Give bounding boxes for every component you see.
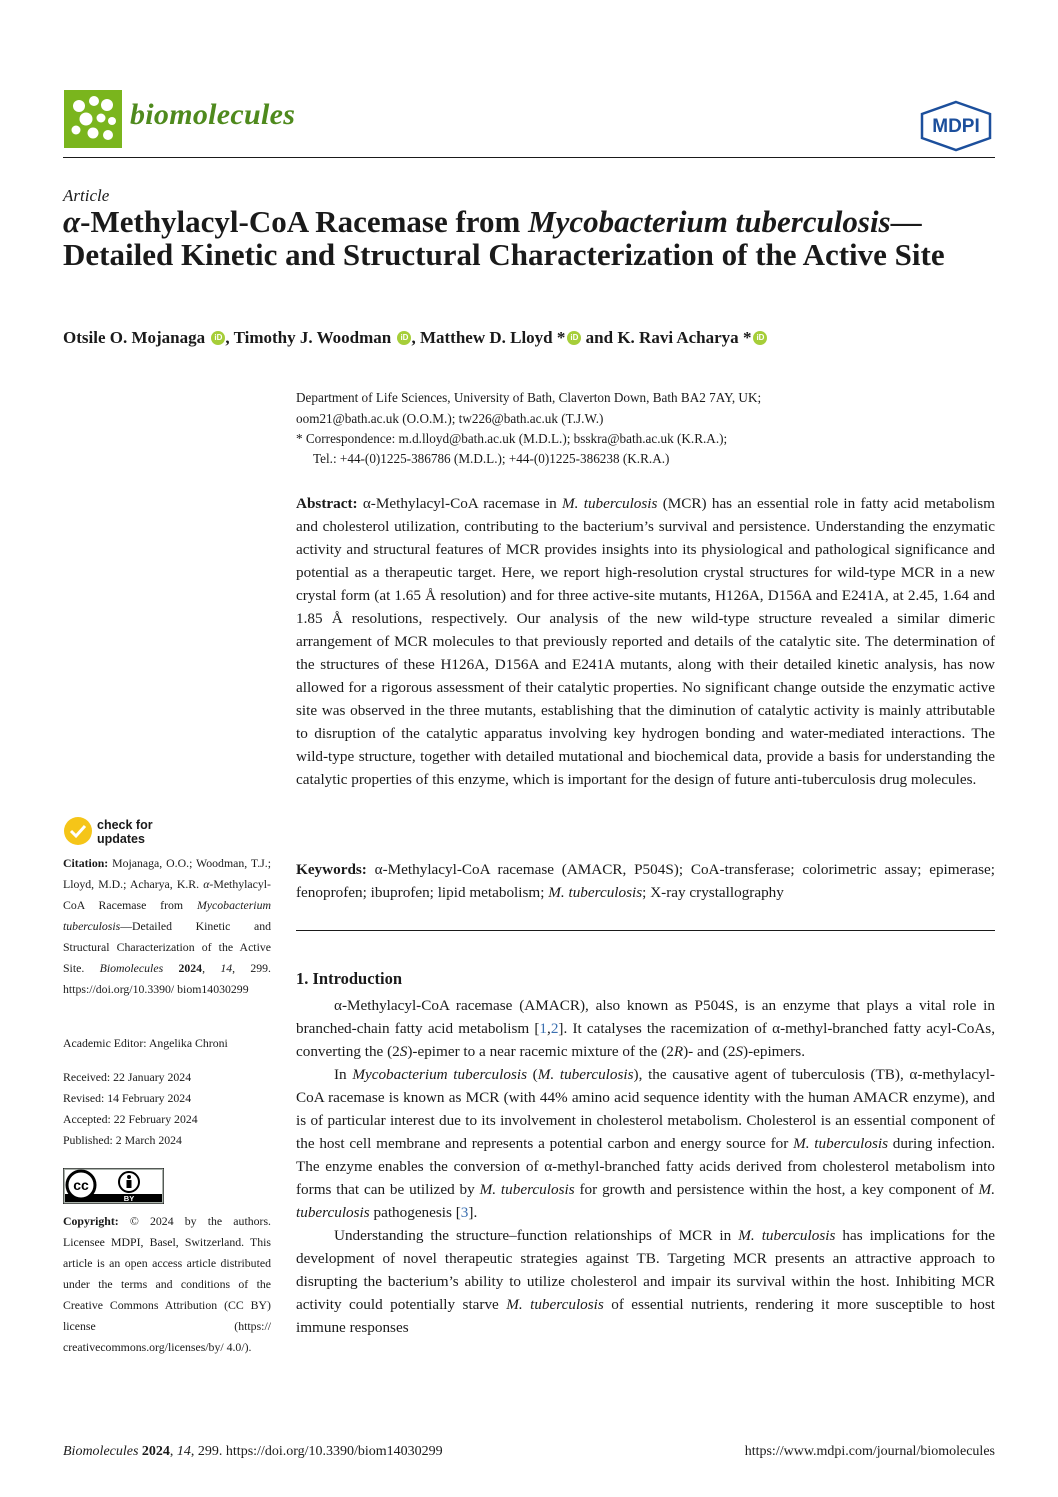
abstract: Abstract: α-Methylacyl-CoA racemase in M. tuberculosis (MCR) has an essential role in fatty acid metabolism and cholesterol utilization, contributing to the bacterium’s survival and persistence. Understanding the enzymatic activity and structural features of MCR provides insights into its physiological and pathological significance and potential as a therapeutic target. Here, we report high-resolution crystal structures for wild-type MCR in a new crystal form (at 1.65 Å resolution) and for three active-site mutants, H126A, D156A and E241A, at 2.45, 1.64 and 1.85 Å resolutions, respectively. Our analysis of the new wild-type structure revealed a similar dimeric arrangement of MCR molecules to that previously reported and details of the catalytic site. The determination of the structures of these H126A, D156A and E241A mutants, along with their detailed kinetic analysis, has now allowed for a rigorous assessment of their catalytic properties. No significant change outside the enzymatic active site was observed in the three mutants, establishing that the diminution of catalytic activity is mainly attributable to disruption of the catalytic apparatus involving key hydrogen bonding and water-mediated interactions. The wild-type structure, together with detailed mutational and biochemical data, provide a basis for understanding the catalytic properties of this enzyme, which is important for the design of future anti-tuberculosis drug molecules. [296,495,995,788]
abstract-label: Abstract: [296,495,358,512]
journal-logo-icon [64,90,122,148]
svg-text:check for: check for [97,818,153,832]
paragraph: α-Methylacyl-CoA racemase (AMACR), also known as P504S, is an enzyme that plays a vital role in branched-chain fatty acid metabolism [1,2]. It catalyses the racemization of α-methyl-branched fatty acyl-CoAs, converting the (2S)-epimer to a near racemic mixture of the (2R)- and (2S)-epimers. [296,997,995,1060]
keywords: Keywords: α-Methylacyl-CoA racemase (AMACR, P504S); CoA-transferase; colorimetric assay; epimerase; fenoprofen; ibuprofen; lipid metabolism; M. tuberculosis; X-ray crystallography [296,861,995,901]
article-title: α-Methylacyl-CoA Racemase from Mycobacterium tuberculosis—Detailed Kinetic and Structural Characterization of the Active Site [63,204,945,272]
published-date: Published: 2 March 2024 [63,1133,182,1147]
author-name[interactable]: Timothy J. Woodman [233,328,392,347]
citation-link[interactable]: 3 [460,1204,469,1221]
citation-link[interactable]: 2 [550,1020,559,1037]
author-name[interactable]: Otsile O. Mojanaga [63,328,206,347]
introduction-body [296,994,995,1339]
footer-citation: Biomolecules 2024, 14, 299. https://doi.org/10.3390/biom14030299 [63,1444,443,1459]
svg-text:updates: updates [97,832,145,846]
academic-editor: Academic Editor: Angelika Chroni [63,1036,228,1050]
revised-date: Revised: 14 February 2024 [63,1091,192,1105]
orcid-icon[interactable]: iD [211,331,225,345]
mdpi-logo-icon [918,100,994,152]
header-divider [63,157,995,158]
received-date: Received: 22 January 2024 [63,1070,192,1084]
footer-journal-link[interactable]: https://www.mdpi.com/journal/biomolecules [744,1444,995,1459]
affiliation: Department of Life Sciences, University of Bath, Claverton Down, Bath BA2 7AY, UK; [296,390,762,405]
publisher-name: MDPI [932,116,980,137]
section-divider [296,930,995,931]
affiliation-emails: oom21@bath.ac.uk (O.O.M.); tw226@bath.ac.uk (T.J.W.) [296,411,604,426]
cc-by-license-icon[interactable] [63,1168,164,1204]
check-for-updates-button[interactable] [63,815,173,849]
svg-text:BY: BY [123,1194,135,1203]
journal-name: biomolecules [130,98,296,131]
author-name[interactable]: K. Ravi Acharya [617,328,739,347]
citation-link[interactable]: 1 [539,1020,548,1037]
paragraph: Understanding the structure–function relationships of MCR in M. tuberculosis has implications for the development of novel therapeutic strategies against TB. Targeting MCR presents an attractive approach to disrupting the bacterium’s ability to utilize cholesterol and impair its survival within the host. Inhibiting MCR activity could potentially starve M. tuberculosis of essential nutrients, rendering it more susceptible to host immune responses [296,1227,996,1336]
accepted-date: Accepted: 22 February 2024 [63,1112,198,1126]
author-list: Otsile O. Mojanaga iD , Timothy J. Woodman iD , Matthew D. Lloyd * iD and K. Ravi Acharya * iD [63,328,767,348]
keywords-label: Keywords: [296,861,367,878]
correspondence: * Correspondence: m.d.lloyd@bath.ac.uk (M.D.L.); bsskra@bath.ac.uk (K.R.A.); [296,431,728,446]
article-type: Article [63,186,110,205]
citation-block: Citation: Mojanaga, O.O.; Woodman, T.J.; Lloyd, M.D.; Acharya, K.R. α-Methylacyl-CoA Racemase from Mycobacterium tuberculosis—Detailed Kinetic and Structural Characterization of the Active Site. Biomolecules 2024, 14, 299. https://doi.org/10.3390/ biom14030299 [63,856,271,996]
section-heading: 1. Introduction [296,969,403,988]
svg-text:cc: cc [73,1177,89,1193]
paragraph: In Mycobacterium tuberculosis (M. tuberculosis), the causative agent of tuberculosis (TB), α-methylacyl-CoA racemase is known as MCR (with 44% amino acid sequence identity with the human AMACR enzyme), and is of particular interest due to its involvement in cholesterol metabolism. Cholesterol is an essential component of the host cell membrane and represents a potential carbon and energy source for M. tuberculosis during infection. The enzyme enables the conversion of α-methyl-branched fatty acids derived from cholesterol metabolism into forms that can be utilized by M. tuberculosis for growth and persistence within the host, a key component of M. tuberculosis pathogenesis [3]. [296,1066,995,1221]
orcid-icon[interactable]: iD [397,331,411,345]
orcid-icon[interactable]: iD [567,331,581,345]
orcid-icon[interactable]: iD [753,331,767,345]
copyright-notice: Copyright: © 2024 by the authors. Licensee MDPI, Basel, Switzerland. This article is an open access article distributed under the terms and conditions of the Creative Commons Attribution (CC BY) license (https:// creativecommons.org/licenses/by/ 4.0/). [63,1214,271,1354]
author-name[interactable]: Matthew D. Lloyd [419,328,553,347]
correspondence-phone: Tel.: +44-(0)1225-386786 (M.D.L.); +44-(0)1225-386238 (K.R.A.) [313,451,670,466]
